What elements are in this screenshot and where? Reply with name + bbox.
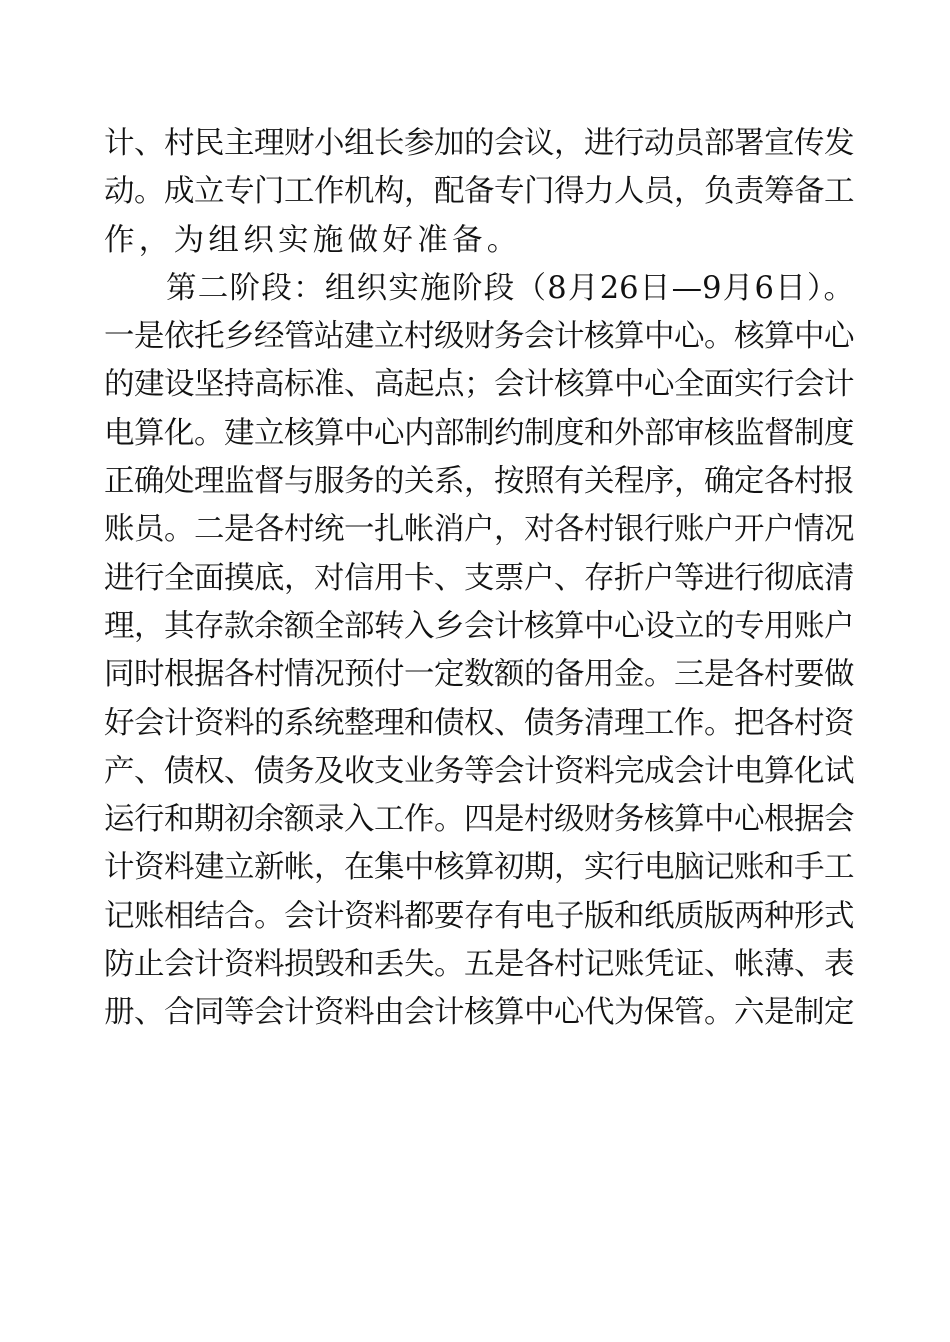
text-line: 运行和期初余额录入工作。四是村级财务核算中心根据会	[104, 802, 854, 838]
section-heading-line: 第二阶段：组织实施阶段（8月26日—9月6日）。	[166, 270, 854, 306]
text-line: 册、合同等会计资料由会计核算中心代为保管。六是制定	[104, 995, 854, 1031]
text-line: 作，为组织实施做好准备。	[104, 222, 522, 258]
text-line: 账员。二是各村统一扎帐消户，对各村银行账户开户情况	[104, 512, 854, 548]
text-line: 的建设坚持高标准、高起点；会计核算中心全面实行会计	[104, 367, 854, 403]
text-line: 理，其存款余额全部转入乡会计核算中心设立的专用账户	[104, 608, 854, 644]
text-line: 电算化。建立核算中心内部制约制度和外部审核监督制度	[104, 415, 854, 451]
text-line: 一是依托乡经管站建立村级财务会计核算中心。核算中心	[104, 319, 854, 355]
text-line: 计资料建立新帐，在集中核算初期，实行电脑记账和手工	[104, 850, 854, 886]
text-line: 防止会计资料损毁和丢失。五是各村记账凭证、帐薄、表	[104, 947, 854, 983]
text-line: 记账相结合。会计资料都要存有电子版和纸质版两种形式	[104, 898, 854, 934]
text-line: 好会计资料的系统整理和债权、债务清理工作。把各村资	[104, 705, 854, 741]
text-line: 动。成立专门工作机构，配备专门得力人员，负责筹备工	[104, 174, 854, 210]
text-line: 产、债权、债务及收支业务等会计资料完成会计电算化试	[104, 753, 854, 789]
text-line: 正确处理监督与服务的关系，按照有关程序，确定各村报	[104, 464, 854, 500]
text-line: 计、村民主理财小组长参加的会议，进行动员部署宣传发	[104, 126, 854, 161]
body-text	[104, 120, 854, 1038]
text-line: 同时根据各村情况预付一定数额的备用金。三是各村要做	[104, 657, 854, 693]
text-line: 进行全面摸底，对信用卡、支票户、存折户等进行彻底清	[104, 560, 854, 596]
